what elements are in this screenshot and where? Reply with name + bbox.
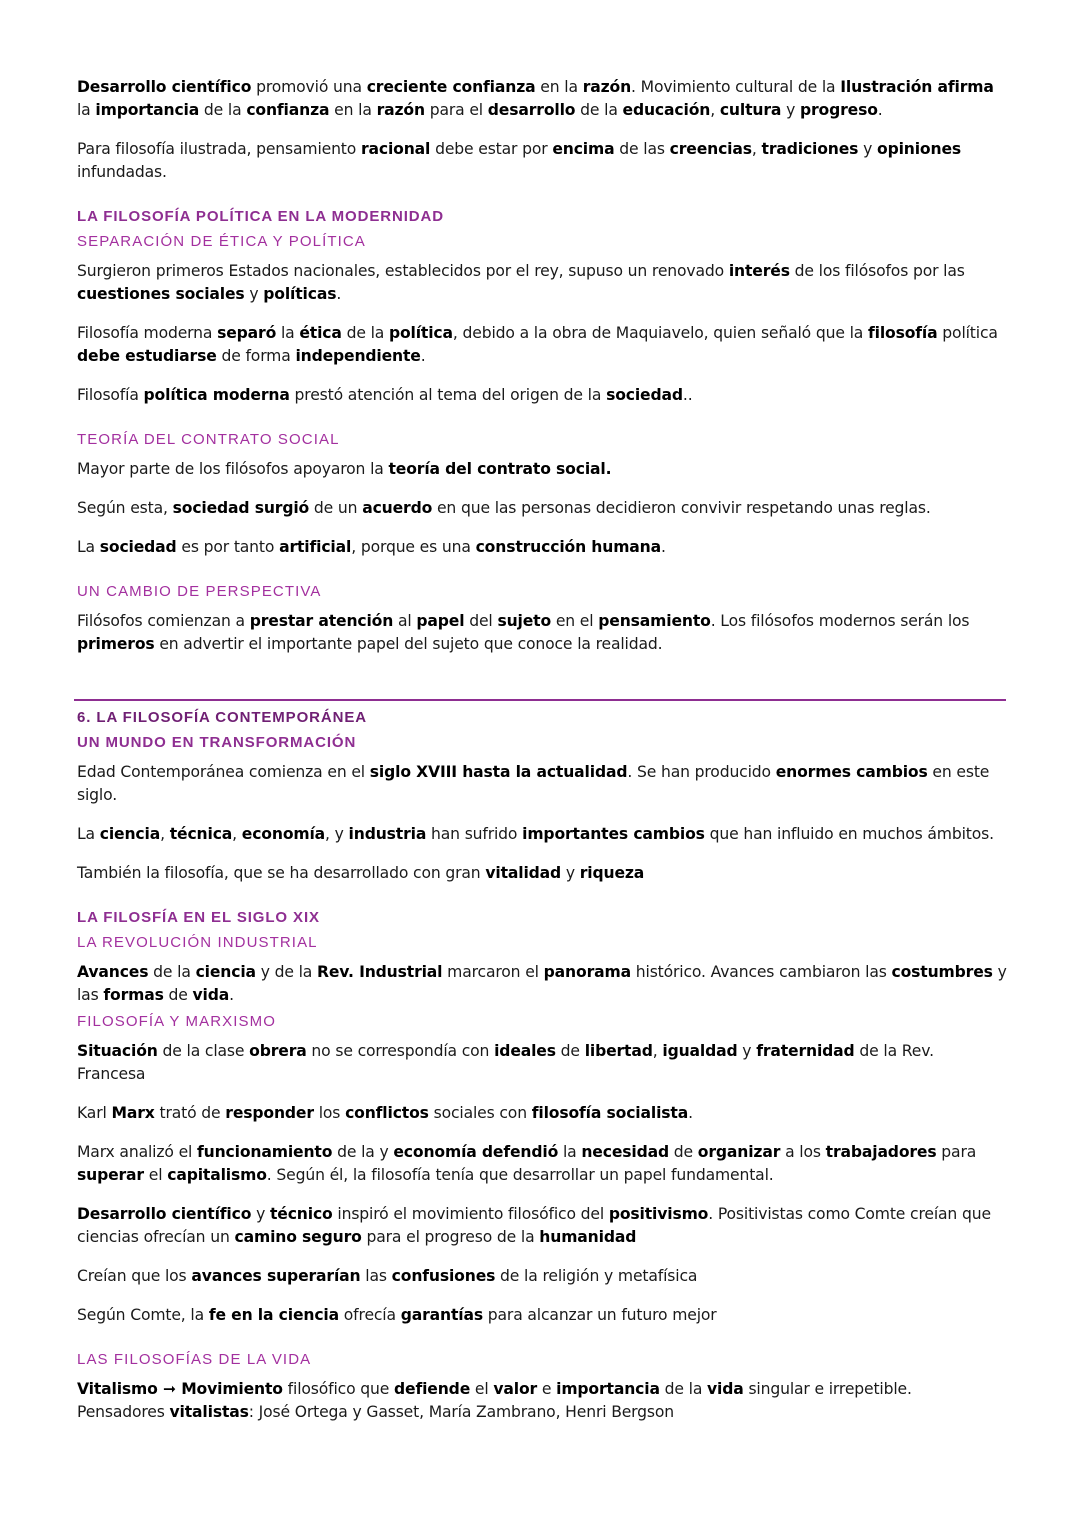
paragraph-fe-ciencia [77, 1304, 1007, 1327]
bold-text: sociedad surgió [172, 499, 310, 517]
bold-text: sujeto [497, 612, 552, 630]
text: , [710, 101, 720, 119]
bold-text: técnica [169, 825, 233, 843]
bold-text: vitalistas [169, 1403, 249, 1421]
bold-text: creencias [669, 140, 752, 158]
paragraph-avances-superarian [77, 1265, 1007, 1288]
bold-text: fraternidad [756, 1042, 855, 1060]
text: de la [148, 963, 196, 981]
text: Según esta, [77, 499, 173, 517]
text: los [313, 1104, 346, 1122]
bold-text: economía defendió [393, 1143, 559, 1161]
text: la [77, 101, 96, 119]
text: La [77, 825, 100, 843]
text: e [537, 1380, 557, 1398]
bold-text: costumbres [891, 963, 993, 981]
bold-text: igualdad [662, 1042, 738, 1060]
text: Mayor parte de los filósofos apoyaron la [77, 460, 389, 478]
bold-text: panorama [543, 963, 631, 981]
text: en que las personas decidieron convivir respetando unas reglas. [432, 499, 931, 517]
bold-text: siglo XVIII hasta la actualidad [369, 763, 628, 781]
text: para el [424, 101, 488, 119]
heading-cambio-perspectiva: UN CAMBIO DE PERSPECTIVA [77, 583, 322, 600]
bold-text: vida [707, 1380, 744, 1398]
text: en advertir el importante papel del sujeto que conoce la realidad. [154, 635, 663, 653]
bold-text: Vitalismo [77, 1380, 158, 1398]
paragraph-origen-sociedad [77, 384, 1007, 407]
text: inspiró el movimiento filosófico del [332, 1205, 609, 1223]
bold-text: prestar atención [249, 612, 394, 630]
bold-text: confianza [246, 101, 330, 119]
bold-text: vida [192, 986, 230, 1004]
text: para alcanzar un futuro mejor [482, 1306, 717, 1324]
text: , [751, 140, 762, 158]
bold-text: Marx [111, 1104, 155, 1122]
bold-text: fe en la ciencia [208, 1306, 339, 1324]
bold-text: positivismo [608, 1205, 709, 1223]
text: en el [551, 612, 599, 630]
paragraph-capitalismo [77, 1141, 1007, 1187]
text: Karl [77, 1104, 112, 1122]
bold-text: Movimiento [181, 1380, 283, 1398]
text: no se correspondía con [306, 1042, 495, 1060]
text: . [661, 538, 666, 556]
bold-text: valor [493, 1380, 538, 1398]
heading-filosofias-vida: LAS FILOSOFÍAS DE LA VIDA [77, 1351, 312, 1368]
text: , [652, 1042, 663, 1060]
bold-text: importancia [95, 101, 200, 119]
text: . Movimiento cultural de la [631, 78, 841, 96]
text: y [858, 140, 878, 158]
bold-text: garantías [400, 1306, 483, 1324]
text: de [555, 1042, 585, 1060]
text: debe estar por [430, 140, 553, 158]
document-upper [77, 76, 1007, 672]
text: y [737, 1042, 757, 1060]
text: a los [780, 1143, 826, 1161]
text: Marx analizó el [77, 1143, 198, 1161]
bold-text: acuerdo [362, 499, 433, 517]
paragraph-positivismo [77, 1203, 1007, 1249]
text: . [229, 986, 234, 1004]
bold-text: Avances [77, 963, 149, 981]
bold-text: creciente confianza [366, 78, 536, 96]
bold-text: ética [299, 324, 342, 342]
bold-text: avances superarían [191, 1267, 361, 1285]
bold-text: política [388, 324, 453, 342]
bold-text: riqueza [579, 864, 645, 882]
text: de [668, 1143, 698, 1161]
text: de los filósofos por las [789, 262, 965, 280]
bold-text: teoría del contrato social. [388, 460, 612, 478]
bold-text: funcionamiento [197, 1143, 333, 1161]
text: , y [325, 825, 349, 843]
section-divider [74, 699, 1006, 701]
bold-text: conflictos [345, 1104, 429, 1122]
bold-text: independiente [295, 347, 421, 365]
bold-text: cultura [719, 101, 782, 119]
text: Edad Contemporánea comienza en el [77, 763, 370, 781]
text: y [244, 285, 264, 303]
bold-text: sociedad [99, 538, 177, 556]
text: la [276, 324, 300, 342]
text: , debido a la obra de Maquiavelo, quien señaló que la [452, 324, 869, 342]
text: . [420, 347, 426, 365]
text: para el progreso de la [361, 1228, 540, 1246]
text: sociales con [428, 1104, 532, 1122]
bold-text: humanidad [539, 1228, 637, 1246]
bold-text: desarrollo [487, 101, 576, 119]
paragraph-acuerdo [77, 497, 1007, 520]
text: de las [614, 140, 670, 158]
text: prestó atención al tema del origen de la [289, 386, 607, 404]
bold-text: ciencia [195, 963, 256, 981]
text: promovió una [251, 78, 367, 96]
text: de la [199, 101, 247, 119]
text: , porque es una [351, 538, 476, 556]
text: . [688, 1104, 693, 1122]
bold-text: economía [241, 825, 326, 843]
paragraph-clase-obrera [77, 1040, 1007, 1086]
bold-text: obrera [249, 1042, 307, 1060]
text: de la [575, 101, 623, 119]
bold-text: importancia [556, 1380, 660, 1398]
paragraph-sujeto [77, 610, 1007, 656]
text: es por tanto [176, 538, 280, 556]
section-contemporanea [77, 705, 1007, 1440]
text: y [781, 101, 800, 119]
bold-text: superar [77, 1166, 144, 1184]
text: singular e irrepetible. [743, 1380, 912, 1398]
text: y [251, 1205, 270, 1223]
paragraph-marx [77, 1102, 1007, 1125]
bold-text: política moderna [143, 386, 290, 404]
text: La [77, 538, 100, 556]
bold-text: organizar [697, 1143, 781, 1161]
bold-text: razón [376, 101, 425, 119]
text: que han influido en muchos ámbitos. [704, 825, 994, 843]
text: : José Ortega y Gasset, María Zambrano, Henri Bergson [248, 1403, 675, 1421]
bold-text: trabajadores [825, 1143, 937, 1161]
bold-text: educación [622, 101, 711, 119]
paragraph-cambios [77, 823, 1007, 846]
text: las [360, 1267, 392, 1285]
text: y de la [255, 963, 317, 981]
heading-filosofia-politica: LA FILOSOFÍA POLÍTICA EN LA MODERNIDAD [77, 208, 444, 225]
text: . [877, 101, 883, 119]
bold-text: razón [582, 78, 632, 96]
text: , [160, 825, 170, 843]
text: de [163, 986, 193, 1004]
paragraph-artificial [77, 536, 1007, 559]
text: de la Rev. Francesa [77, 1042, 934, 1083]
bold-text: pensamiento [598, 612, 711, 630]
text: . [336, 285, 342, 303]
text: Para filosofía ilustrada, pensamiento [77, 140, 361, 158]
bold-text: Situación [77, 1042, 158, 1060]
text: marcaron el [442, 963, 544, 981]
text: el [143, 1166, 168, 1184]
text: de la [659, 1380, 708, 1398]
bold-text: filosofía socialista [531, 1104, 689, 1122]
text: Filosofía moderna [77, 324, 218, 342]
text: trató de [154, 1104, 226, 1122]
text: Según Comte, la [77, 1306, 209, 1324]
text: histórico. Avances cambiaron las [630, 963, 892, 981]
bold-text: camino seguro [234, 1228, 362, 1246]
text: , [232, 825, 242, 843]
bold-text: importantes cambios [522, 825, 705, 843]
paragraph-vitalidad [77, 862, 1007, 885]
bold-text: construcción humana [475, 538, 662, 556]
bold-text: debe estudiarse [77, 347, 217, 365]
text: Pensadores [77, 1403, 170, 1421]
paragraph-maquiavelo [77, 322, 1007, 368]
text: filosófico que [282, 1380, 395, 1398]
text: Filosofía [77, 386, 144, 404]
bold-text: sociedad [606, 386, 683, 404]
heading-section-6: 6. LA FILOSOFÍA CONTEMPORÁNEA [77, 709, 367, 726]
text: en la [329, 101, 377, 119]
bold-text: encima [552, 140, 615, 158]
text: política [937, 324, 998, 342]
bold-text: confusiones [391, 1267, 496, 1285]
bold-text: necesidad [581, 1143, 669, 1161]
bold-text: filosofía [868, 324, 938, 342]
paragraph-ilustracion [77, 76, 1007, 122]
text: de un [309, 499, 363, 517]
bold-text: papel [416, 612, 465, 630]
paragraph-estados [77, 260, 1007, 306]
bold-text: progreso [799, 101, 878, 119]
paragraph-avances [77, 961, 1007, 1007]
bold-text: industria [348, 825, 427, 843]
arrow-icon: ➞ [157, 1380, 182, 1398]
text: . Se han producido [627, 763, 776, 781]
heading-revolucion-industrial: LA REVOLUCIÓN INDUSTRIAL [77, 934, 318, 951]
text: de la y [332, 1143, 394, 1161]
text: Surgieron primeros Estados nacionales, establecidos por el rey, supuso un renovado [77, 262, 729, 280]
text: en este siglo. [77, 763, 990, 804]
bold-text: Rev. Industrial [316, 963, 443, 981]
bold-text: vitalidad [485, 864, 562, 882]
text: y las [77, 963, 1007, 1004]
bold-text: políticas [263, 285, 337, 303]
text: Filósofos comienzan a [77, 612, 250, 630]
text: de la religión y metafísica [495, 1267, 698, 1285]
bold-text: técnico [269, 1205, 333, 1223]
text: la [558, 1143, 582, 1161]
text: al [393, 612, 417, 630]
text: de forma [216, 347, 296, 365]
text: en la [535, 78, 583, 96]
heading-siglo-xix: LA FILOSFÍA EN EL SIGLO XIX [77, 909, 320, 926]
bold-text: ciencia [99, 825, 161, 843]
bold-text: formas [103, 986, 164, 1004]
text: Creían que los [77, 1267, 192, 1285]
paragraph-pensadores [77, 1401, 1007, 1424]
bold-text: cuestiones sociales [77, 285, 245, 303]
heading-separacion-etica: SEPARACIÓN DE ÉTICA Y POLÍTICA [77, 233, 366, 250]
bold-text: racional [360, 140, 431, 158]
text: de la clase [157, 1042, 250, 1060]
bold-text: responder [225, 1104, 314, 1122]
heading-mundo-transformacion: UN MUNDO EN TRANSFORMACIÓN [77, 734, 357, 751]
text: de la [341, 324, 389, 342]
text: ofrecía [338, 1306, 401, 1324]
paragraph-vitalismo [77, 1378, 1007, 1401]
bold-text: defiende [394, 1380, 471, 1398]
bold-text: primeros [77, 635, 155, 653]
heading-contrato-social: TEORÍA DEL CONTRATO SOCIAL [77, 431, 340, 448]
bold-text: Ilustración afirma [840, 78, 994, 96]
paragraph-racional [77, 138, 1007, 184]
bold-text: separó [217, 324, 277, 342]
text: . Los filósofos modernos serán los [710, 612, 970, 630]
heading-marxismo: FILOSOFÍA Y MARXISMO [77, 1013, 276, 1030]
bold-text: Desarrollo científico [77, 1205, 252, 1223]
text: han sufrido [426, 825, 523, 843]
paragraph-edad-contemporanea [77, 761, 1007, 807]
text: del [464, 612, 498, 630]
bold-text: artificial [279, 538, 352, 556]
text: También la filosofía, que se ha desarrollado con gran [77, 864, 486, 882]
text: .. [682, 386, 693, 404]
bold-text: tradiciones [761, 140, 859, 158]
bold-text: ideales [494, 1042, 556, 1060]
bold-text: opiniones [877, 140, 962, 158]
bold-text: interés [728, 262, 790, 280]
bold-text: capitalismo [167, 1166, 267, 1184]
text: . Según él, la filosofía tenía que desarrollar un papel fundamental. [266, 1166, 774, 1184]
text: y [561, 864, 580, 882]
bold-text: libertad [584, 1042, 653, 1060]
bold-text: enormes cambios [775, 763, 928, 781]
bold-text: Desarrollo científico [77, 78, 252, 96]
text: . Positivistas como Comte creían que ciencias ofrecían un [77, 1205, 991, 1246]
text: infundadas. [77, 163, 167, 181]
text: para [936, 1143, 977, 1161]
text: el [470, 1380, 494, 1398]
paragraph-teoria-contrato [77, 458, 1007, 481]
